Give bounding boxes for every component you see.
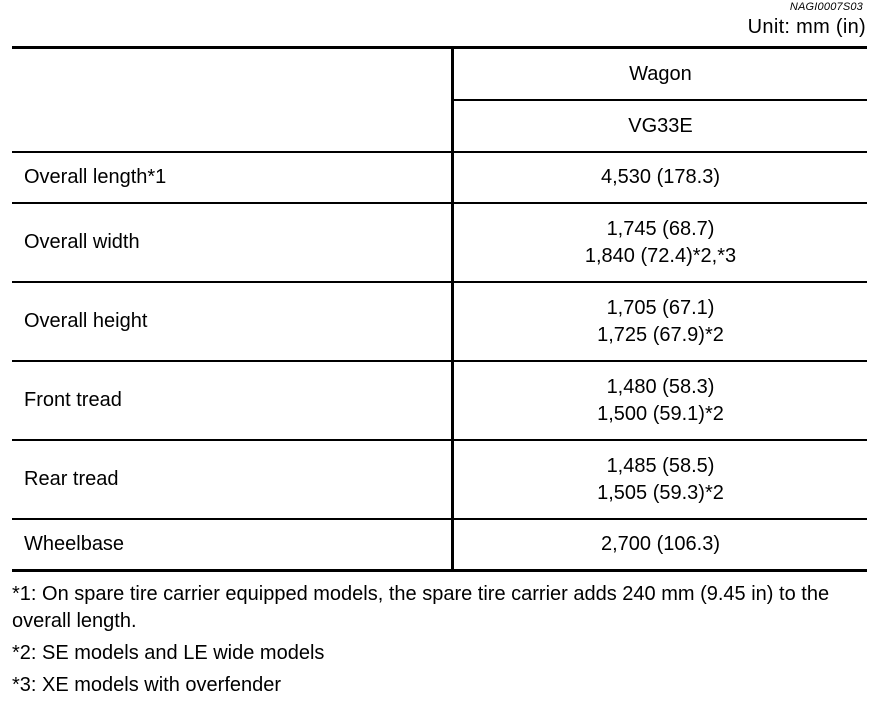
value-line: 4,530 (178.3) [601,166,720,188]
row-label: Wheelbase [12,519,453,571]
row-value [453,152,868,203]
value-line: 1,485 (58.5) [606,454,715,477]
header-row-model [12,48,867,101]
value-line: 1,480 (58.3) [606,375,715,398]
footnote: *3: XE models with overfender [12,674,282,696]
header-empty-cell [12,48,453,153]
table-row [12,361,867,440]
value-line: 1,505 (59.3)*2 [597,481,724,504]
table-row [12,519,867,571]
row-label: Rear tread [12,440,453,519]
unit-label: Unit: mm (in) [747,16,866,38]
row-label: Overall length*1 [12,152,453,203]
table-row [12,282,867,361]
value-line: 1,745 (68.7) [606,217,715,240]
value-line: 1,705 (67.1) [606,296,715,319]
footnote: *1: On spare tire carrier equipped models, the spare tire carrier adds 240 mm (9.45 in) to the overall length. [12,583,830,632]
value-line: 2,700 (106.3) [601,533,720,555]
value-line: 1,500 (59.1)*2 [597,402,724,425]
row-value [453,282,868,361]
row-label: Overall height [12,282,453,361]
table-row [12,203,867,282]
footnotes [12,581,872,704]
reference-code: NAGI0007S03 [789,1,863,13]
value-line: 1,840 (72.4)*2,*3 [584,244,737,267]
header-model: Wagon [453,48,868,101]
row-label: Overall width [12,203,453,282]
row-value [453,440,868,519]
row-value [453,519,868,571]
row-value [453,203,868,282]
table-row [12,152,867,203]
table-row [12,440,867,519]
row-label: Front tread [12,361,453,440]
value-line: 1,725 (67.9)*2 [597,323,724,346]
header-engine: VG33E [453,100,868,152]
dimensions-table [12,46,867,572]
row-value [453,361,868,440]
footnote: *2: SE models and LE wide models [12,642,325,664]
